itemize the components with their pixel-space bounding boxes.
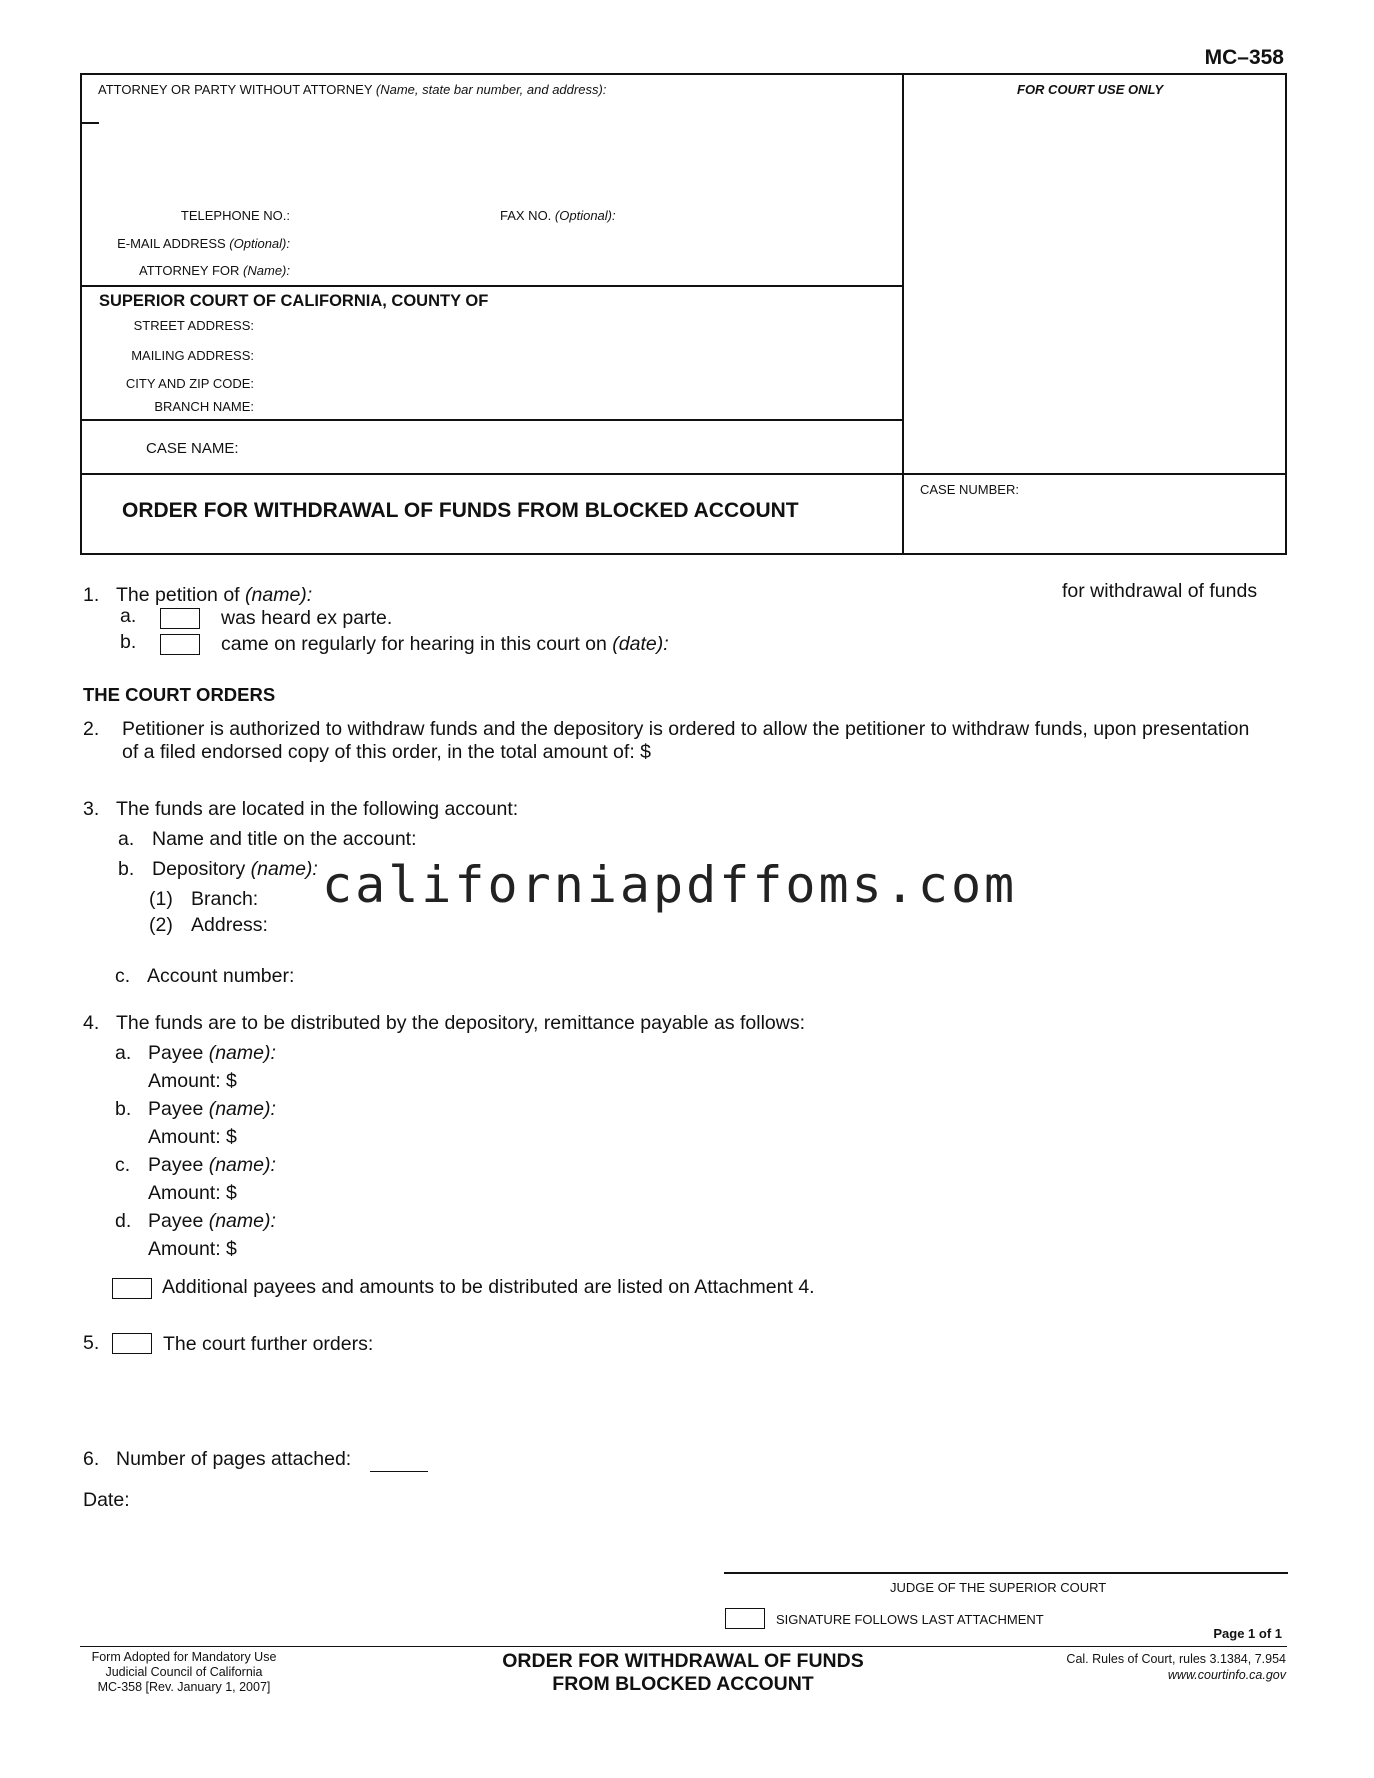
court-use-label: FOR COURT USE ONLY: [1017, 82, 1164, 97]
signature-follows-text: SIGNATURE FOLLOWS LAST ATTACHMENT: [776, 1612, 1044, 1627]
footer-left: Form Adopted for Mandatory Use Judicial Council of California MC-358 [Rev. January 1, 2007]: [91, 1650, 277, 1694]
date-label: Date:: [83, 1489, 130, 1511]
fax-label: FAX NO. (Optional):: [500, 208, 616, 223]
item1-text: The petition of (name):: [116, 584, 313, 606]
pages-attached-line[interactable]: [370, 1471, 428, 1472]
checkbox-signature-follows[interactable]: [725, 1608, 765, 1629]
amount-b: Amount: $: [148, 1126, 237, 1148]
caption-box: [80, 73, 1287, 555]
form-title: ORDER FOR WITHDRAWAL OF FUNDS FROM BLOCKED ACCOUNT: [122, 499, 799, 522]
caption-divider: [902, 73, 904, 555]
item1a-text: was heard ex parte.: [221, 607, 393, 629]
branch-name-label: BRANCH NAME:: [154, 399, 254, 414]
item3-text: The funds are located in the following account:: [116, 798, 519, 820]
item3c-text: Account number:: [147, 965, 295, 987]
case-number-label: CASE NUMBER:: [920, 482, 1019, 497]
payee-a: Payee (name):: [148, 1042, 276, 1064]
checkbox-additional-payees[interactable]: [112, 1278, 152, 1299]
footer-right: Cal. Rules of Court, rules 3.1384, 7.954 www.courtinfo.ca.gov: [1066, 1652, 1286, 1682]
item3b1-text: Branch:: [191, 888, 259, 910]
item2-line2: of a filed endorsed copy of this order, in the total amount of: $: [122, 741, 651, 763]
further-orders-text: The court further orders:: [163, 1333, 374, 1355]
court-title: SUPERIOR COURT OF CALIFORNIA, COUNTY OF: [99, 292, 489, 310]
checkbox-regular-hearing[interactable]: [160, 634, 200, 655]
item1b-text: came on regularly for hearing in this court on (date):: [221, 633, 669, 655]
item1-num: 1.: [83, 584, 100, 606]
case-name-label: CASE NAME:: [146, 440, 239, 457]
attorney-for-label: ATTORNEY FOR (Name):: [139, 263, 290, 278]
amount-a: Amount: $: [148, 1070, 237, 1092]
payee-b: Payee (name):: [148, 1098, 276, 1120]
footer-rule: [80, 1646, 1287, 1647]
attorney-label: ATTORNEY OR PARTY WITHOUT ATTORNEY (Name, state bar number, and address):: [98, 82, 607, 97]
email-label: E-MAIL ADDRESS (Optional):: [117, 236, 290, 251]
court-orders-heading: THE COURT ORDERS: [83, 684, 276, 705]
item4-text: The funds are to be distributed by the depository, remittance payable as follows:: [116, 1012, 806, 1034]
form-number: MC–358: [1204, 46, 1284, 69]
mailing-address-label: MAILING ADDRESS:: [131, 348, 254, 363]
watermark-text: californiapdffoms.com: [322, 856, 1018, 914]
judge-label: JUDGE OF THE SUPERIOR COURT: [890, 1580, 1107, 1595]
pages-attached-text: Number of pages attached:: [116, 1448, 352, 1470]
telephone-label: TELEPHONE NO.:: [180, 208, 290, 223]
signature-line: [724, 1572, 1288, 1574]
courtinfo-link[interactable]: www.courtinfo.ca.gov: [1167, 1668, 1286, 1682]
item3a-text: Name and title on the account:: [152, 828, 417, 850]
item3b2-text: Address:: [191, 914, 268, 936]
footer-title: ORDER FOR WITHDRAWAL OF FUNDS FROM BLOCKED ACCOUNT: [502, 1650, 864, 1695]
page-number: Page 1 of 1: [1213, 1626, 1282, 1641]
city-zip-label: CITY AND ZIP CODE:: [125, 376, 254, 391]
amount-d: Amount: $: [148, 1238, 237, 1260]
item2-line1: Petitioner is authorized to withdraw funds and the depository is ordered to allow the petitioner to withdraw funds, upon presentation: [122, 718, 1250, 740]
street-address-label: STREET ADDRESS:: [133, 318, 254, 333]
payee-c: Payee (name):: [148, 1154, 276, 1176]
additional-payees-text: Additional payees and amounts to be distributed are listed on Attachment 4.: [162, 1276, 815, 1298]
amount-c: Amount: $: [148, 1182, 237, 1204]
payee-d: Payee (name):: [148, 1210, 276, 1232]
checkbox-ex-parte[interactable]: [160, 608, 200, 629]
item3b-text: Depository (name):: [152, 858, 318, 880]
item1-right: for withdrawal of funds: [1062, 580, 1258, 602]
checkbox-further-orders[interactable]: [112, 1333, 152, 1354]
